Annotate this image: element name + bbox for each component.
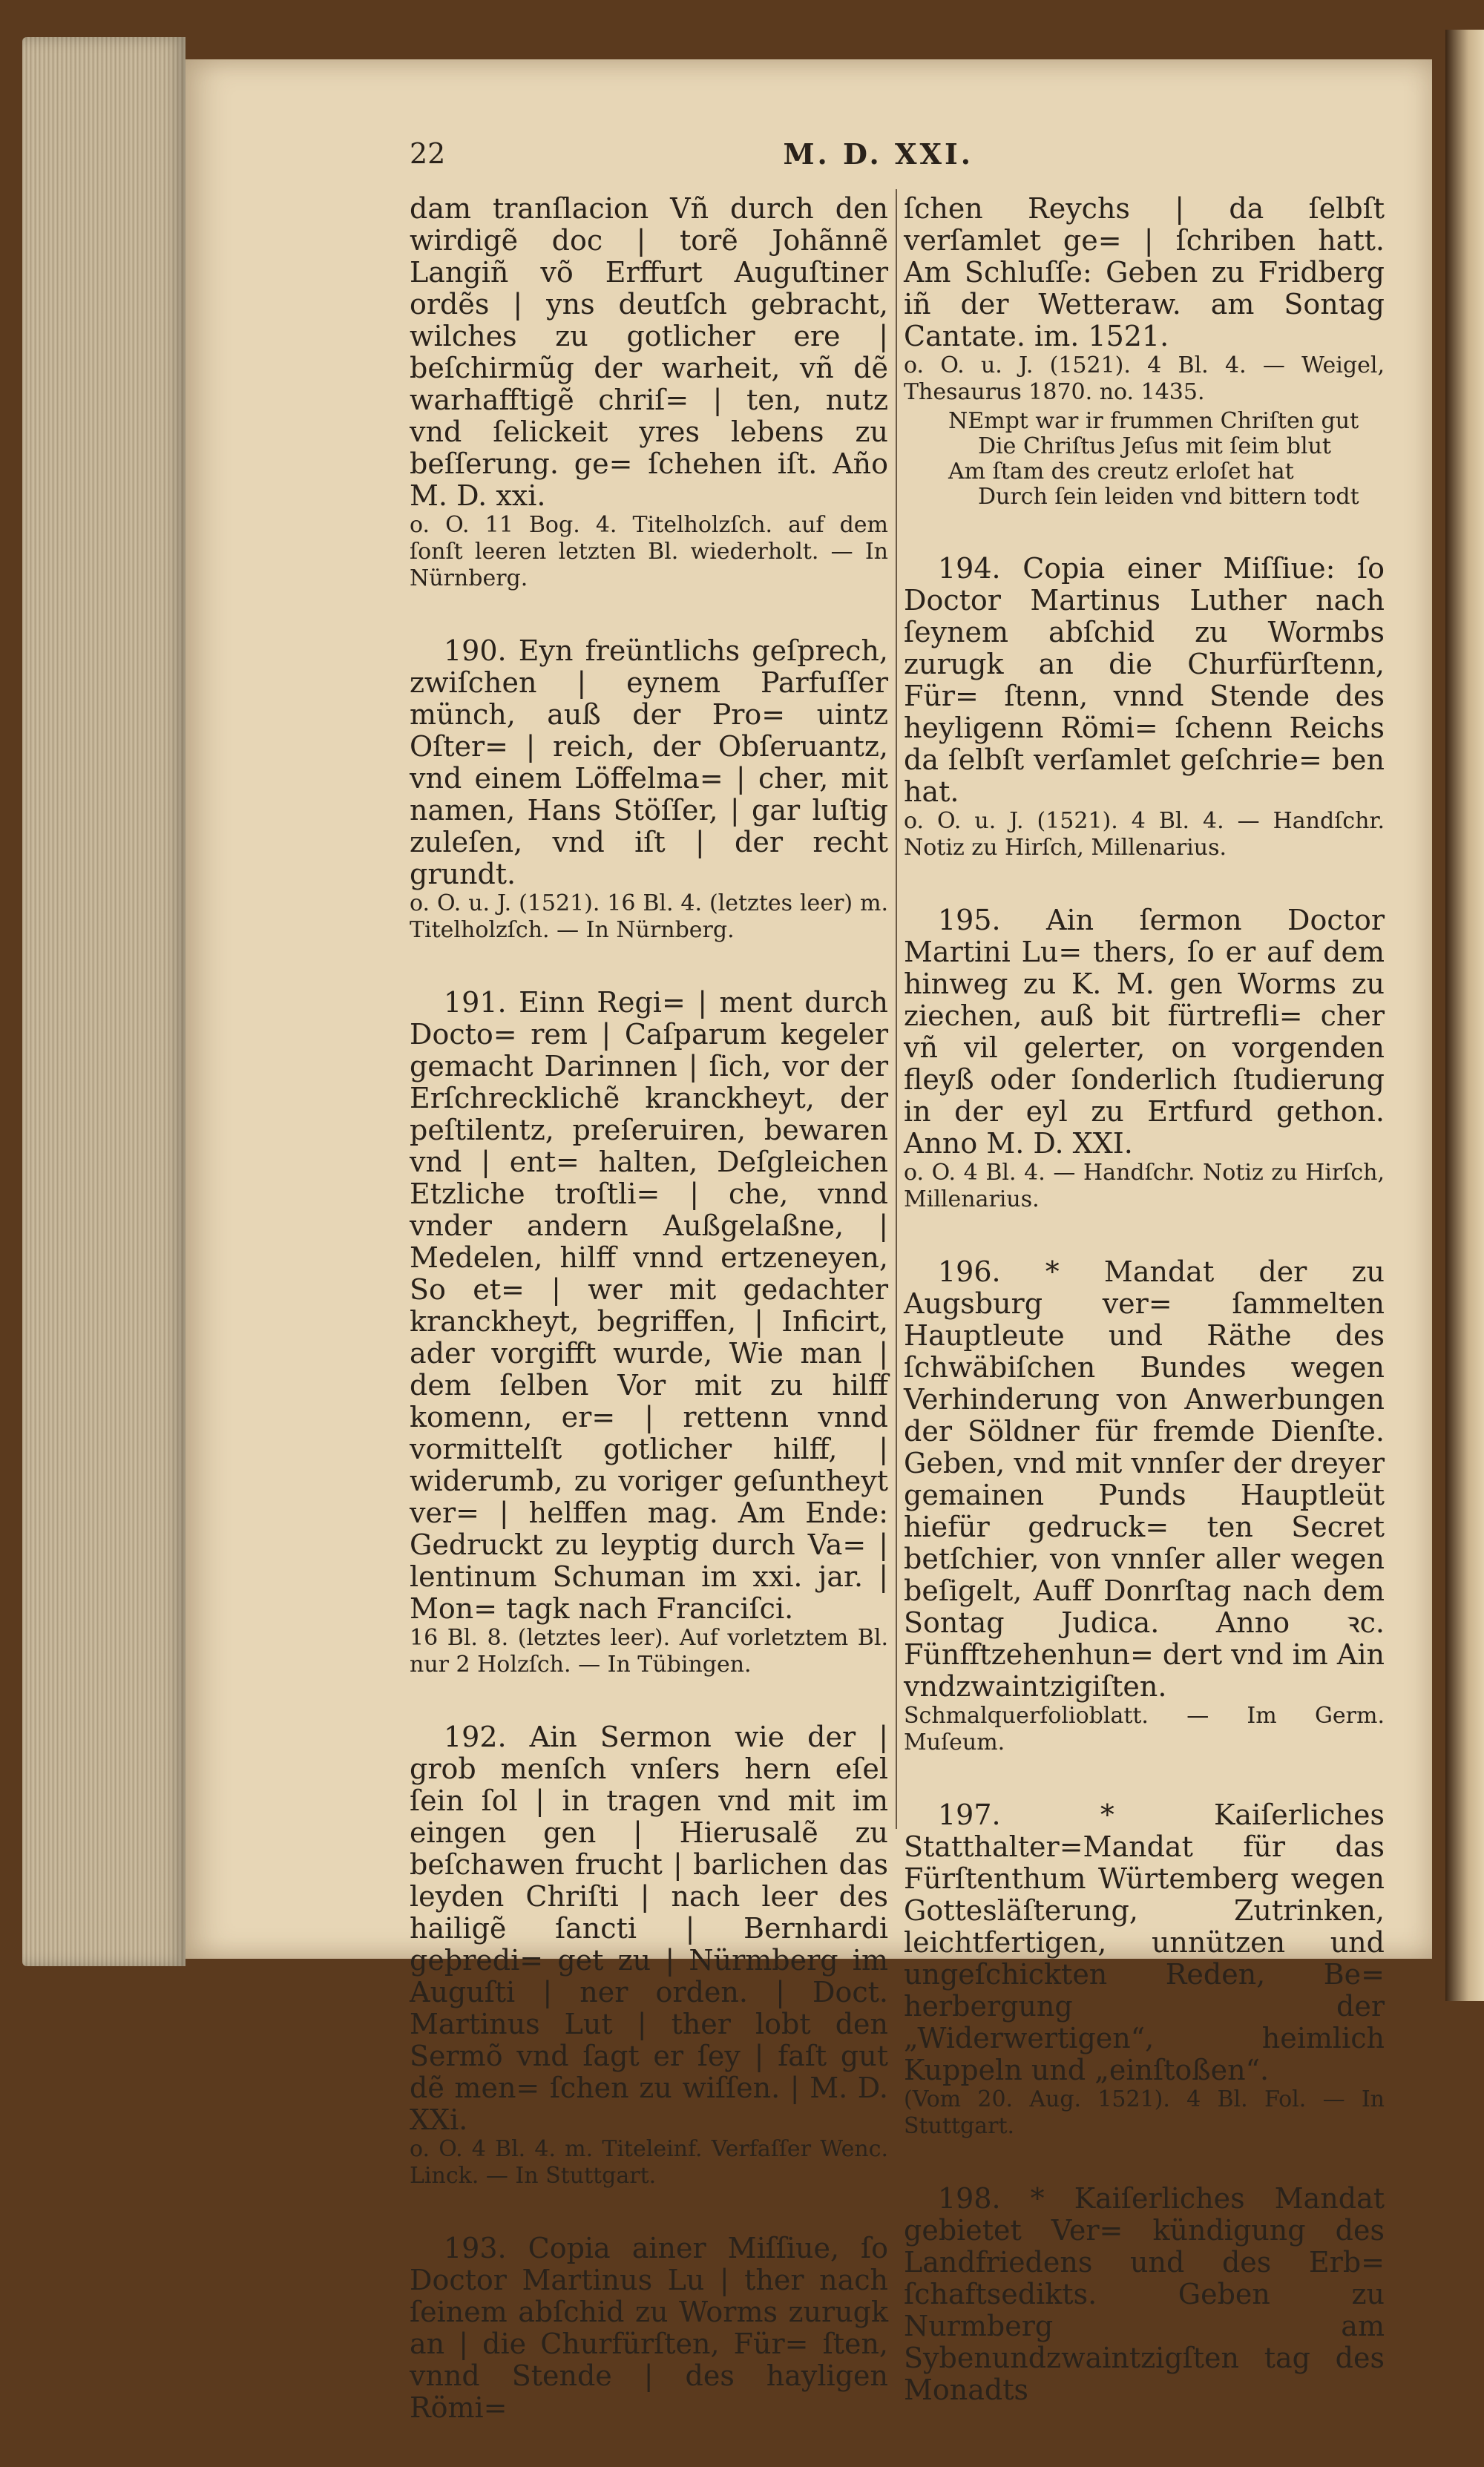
verse-line: NEmpt war ir frummen Chriſten gut [948, 408, 1359, 434]
entry-text: dam tranſlacion Vñ durch den wirdigẽ doc | torẽ Johãnnẽ Langiñ võ Erffurt Auguſtiner ordẽs | yns deutſch gebracht, wilches zu gotlicher ere | beſchirmũg der warheit, vñ dẽ warhafftigẽ chriſ= | ten, nutz vnd ſelickeit yres lebens zu beſſerung. ge= ſchehen iſt. Año M. D. xxi. [410, 192, 888, 512]
entry-192 [410, 1721, 888, 2190]
entry-note: 16 Bl. 8. (letztes leer). Auf vorletztem Bl. nur 2 Holzſch. — In Tübingen. [410, 1625, 888, 1678]
entry-note: o. O. u. J. (1521). 4 Bl. 4. — Weigel, Thesaurus 1870. no. 1435. [904, 352, 1385, 405]
entry-note: o. O. u. J. (1521). 4 Bl. 4. — Handſchr. Notiz zu Hirſch, Millenarius. [904, 808, 1385, 861]
page-number: 22 [410, 137, 446, 170]
entry-195 [904, 904, 1385, 1213]
entry-197 [904, 1799, 1385, 2140]
verse-line: Am ſtam des creutz erloſet hat [948, 459, 1294, 484]
entry-191 [410, 987, 888, 1678]
verse-quote [948, 409, 1385, 510]
entry-text: 196. * Mandat der zu Augsburg ver= ſammelten Hauptleute und Räthe des ſchwäbiſchen Bundes wegen Verhinderung von Anwerbungen der Söldner für fremde Dienſte. Geben, vnd mit vnnſer der dreyer gemainen Punds Hauptleüt hiefür gedruck= ten Secret betſchier, von vnnſer aller wegen beſigelt, Auff Donrſtag nach dem Sontag Judica. Anno ꝛc. Fünfftzehenhun= dert vnd im Ain vndzwaintzigiſten. [904, 1255, 1385, 1703]
entry-text: 190. Eyn freüntlichs geſprech, zwiſchen | eynem Parfuſſer münch, auß der Pro= uintz Oſter= | reich, der Obſeruantz, vnd einem Löffelma= | cher, mit namen, Hans Stöſſer, | gar luſtig zuleſen, vnd iſt | der recht grundt. [410, 634, 888, 890]
entry-note: o. O. 4 Bl. 4. m. Titeleinf. Verfaſſer Wenc. Linck. — In Stuttgart. [410, 2136, 888, 2189]
entry-text: 197. * Kaiſerliches Statthalter=Mandat für das Fürſtenthum Würtemberg wegen Gottesläſterung, Zutrinken, leichtfertigen, unnützen und ungeſchickten Reden, Be= herbergung der „Widerwertigen“, heimlich Kuppeln und „einſtoßen“. [904, 1798, 1385, 2086]
running-title: M. D. XXI. [783, 137, 974, 171]
right-column [904, 193, 1385, 2449]
entry-text: 194. Copia einer Miſſiue: ſo Doctor Martinus Luther nach ſeynem abſchid zu Wormbs zurugk an die Churfürſtenn, Für= ſtenn, vnnd Stende des heyligenn Römi= ſchenn Reichs da ſelbſt verſamlet geſchrie= ben hat. [904, 552, 1385, 808]
entry-194 [904, 553, 1385, 861]
entry-text: 195. Ain ſermon Doctor Martini Lu= thers, ſo er auf dem hinweg zu K. M. gen Worms zu ziechen, auß bit fürtrefli= cher vñ vil gelerter, on vorgenden fleyß oder ſonderlich ſtudierung in der eyl zu Ertfurd gethon. Anno M. D. XXI. [904, 904, 1385, 1160]
entry-text: ſchen Reychs | da ſelbſt verſamlet ge= | ſchriben hatt. Am Schluſſe: Geben zu Fridberg iñ der Wetteraw. am Sontag Cantate. im. 1521. [904, 192, 1385, 352]
entry-196 [904, 1256, 1385, 1756]
entry-note: Schmalquerfolioblatt. — Im Germ. Muſeum. [904, 1703, 1385, 1755]
entry-193-continuation [904, 193, 1385, 510]
column-divider [896, 189, 897, 1829]
book-page-edges [22, 37, 186, 1966]
entry-193 [410, 2233, 888, 2424]
entry-note: o. O. 11 Bog. 4. Titelholzſch. auf dem ſonſt leeren letzten Bl. wiederholt. — In Nürnberg. [410, 512, 888, 591]
entry-note: o. O. u. J. (1521). 16 Bl. 4. (letztes leer) m. Titelholzſch. — In Nürnberg. [410, 890, 888, 943]
entry-note: o. O. 4 Bl. 4. — Handſchr. Notiz zu Hirſch, Millenarius. [904, 1160, 1385, 1212]
entry-190 [410, 635, 888, 944]
left-column [410, 193, 888, 2467]
page-header [410, 137, 974, 174]
entry-continuation [410, 193, 888, 592]
verse-line: Die Chriſtus Jeſus mit ſeim blut [978, 433, 1331, 459]
facing-page-edge [1445, 30, 1484, 2001]
verse-line: Durch ſein leiden vnd bittern todt [978, 484, 1359, 510]
entry-text: 191. Einn Regi= | ment durch Docto= rem | Caſparum kegeler gemacht Darinnen | ſich, vor der Erſchrecklichẽ kranckheyt, der peſtilentz, preſeruiren, bewaren vnd | ent= halten, Deſgleichen Etzliche troſtli= | che, vnnd vnder andern Außgelaßne, | Medelen, hilff vnnd ertzeneyen, So et= | wer mit gedachter kranckheyt, begriffen, | Inficirt, ader vorgifft wurde, Wie man | dem ſelben Vor mit zu hilff komenn, er= | rettenn vnnd vormittelſt gotlicher hilff, | widerumb, zu voriger geſuntheyt ver= | helffen mag. Am Ende: Gedruckt zu leyptig durch Va= | lentinum Schuman im xxi. jar. | Mon= tagk nach Franciſci. [410, 986, 888, 1625]
entry-text: 193. Copia ainer Miſſiue, ſo Doctor Martinus Lu | ther nach ſeinem abſchid zu Worms zurugk an | die Churfürſten, Für= ſten, vnnd Stende | des hayligen Römi= [410, 2232, 888, 2424]
entry-text: 192. Ain Sermon wie der | grob menſch vnſers hern eſel ſein ſol | in tragen vnd mit im eingen gen | Hierusalẽ zu beſchawen frucht | barlichen das leyden Chriſti | nach leer des hailigẽ ſancti | Bernhardi geþredi= get zu | Nürmberg im Auguſti | ner orden. | Doct. Martinus Lut | ther lobt den Sermõ vnd ſagt er ſey | faſt gut dẽ men= ſchen zu wiſſen. | M. D. XXi. [410, 1721, 888, 2136]
entry-note: (Vom 20. Aug. 1521). 4 Bl. Fol. — In Stuttgart. [904, 2086, 1385, 2139]
entry-198 [904, 2183, 1385, 2406]
entry-text: 198. * Kaiſerliches Mandat gebietet Ver= kündigung des Landfriedens und des Erb= ſchaftsedikts. Geben zu Nurmberg am Sybenundzwaintzigſten tag des Monadts [904, 2182, 1385, 2406]
